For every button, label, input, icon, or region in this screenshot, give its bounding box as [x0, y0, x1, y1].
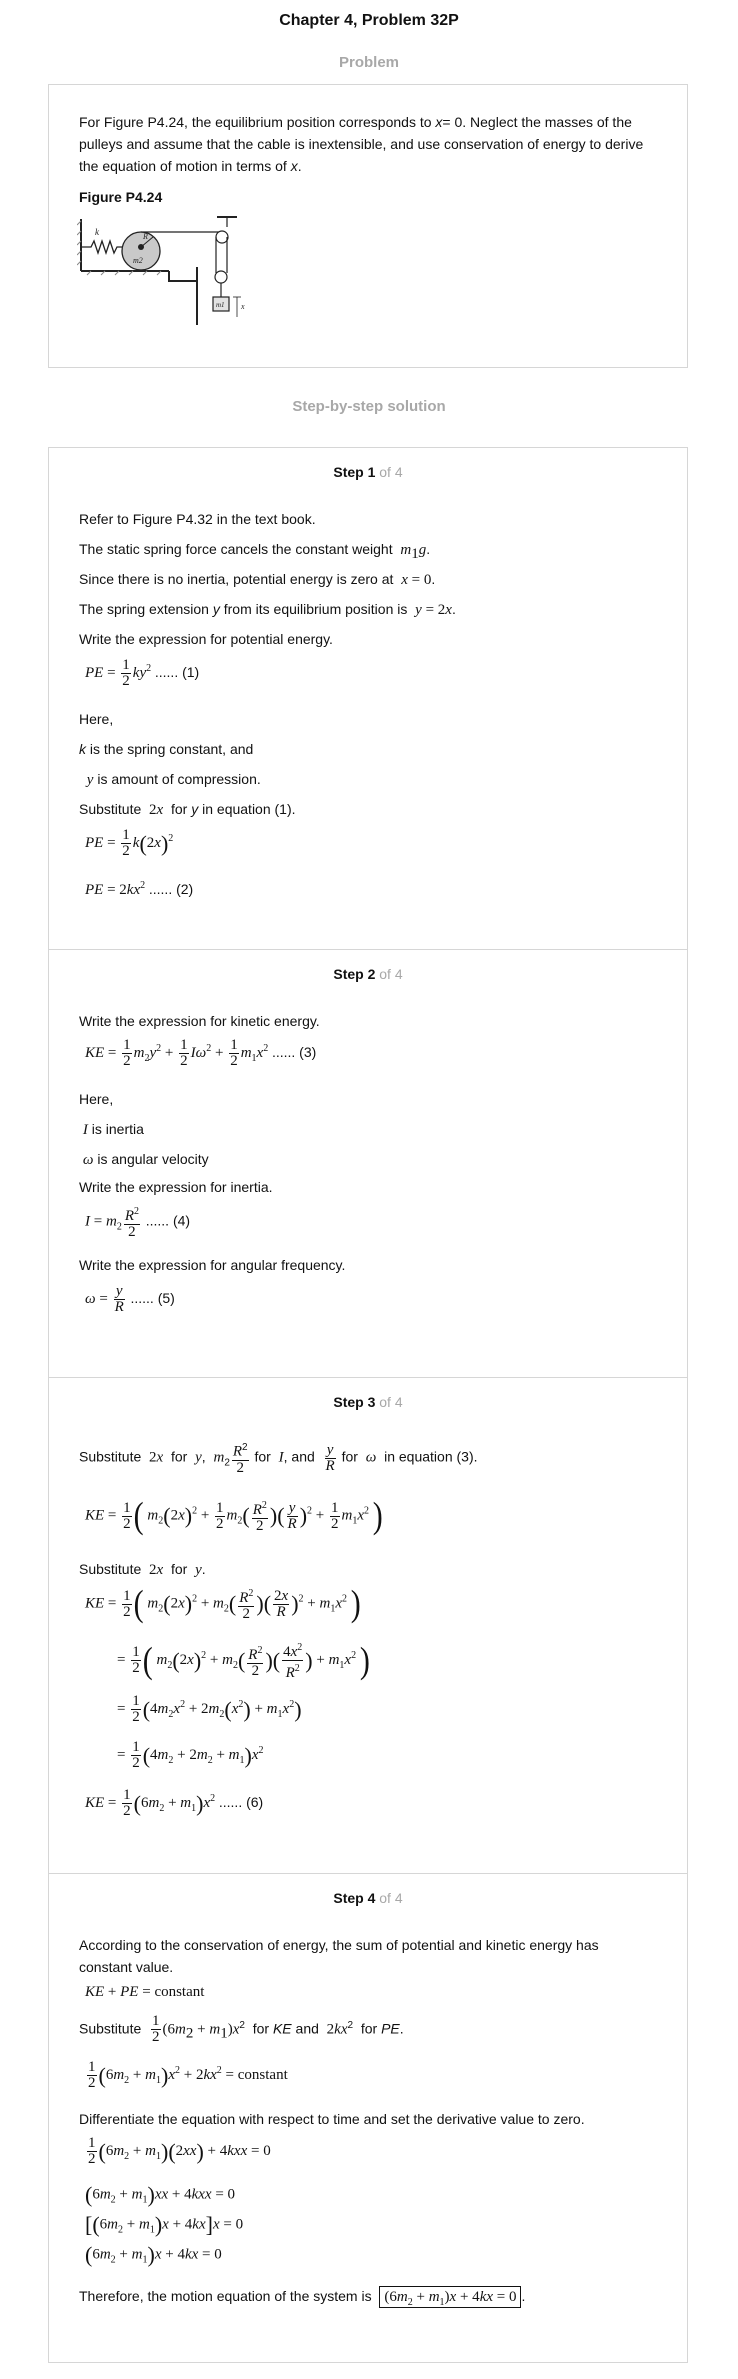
- equation-6: KE = $\frac{1}{2}$ $(6m_2 + m_1)x^2$ ...... (6): [85, 1787, 264, 1819]
- spring-pulley-diagram: [77, 213, 257, 328]
- step-3: [48, 1377, 688, 1873]
- step-1: [48, 447, 688, 949]
- step-2-heading: Step 2 of 4: [333, 966, 403, 982]
- equation-ke-line4: = $\frac{1}{2}$ $(4m_2 + 2m_2 + m_1)x^2$: [117, 1739, 264, 1771]
- step-1-text: Write the expression for potential energy.: [79, 631, 333, 647]
- equation-3: KE = $\frac{1}{2}$ $m_2y^2$ + $\frac{1}{2}$ $I\omega^2$ + $\frac{1}{2}$ $m_1x^2$ ...... (3): [85, 1037, 317, 1069]
- problem-heading: Problem: [338, 54, 399, 71]
- step-4-text: Substitute $\frac{1}{2}$ $(6m_2 + m_1)x^2$ for KE and $2kx^2$ for PE.: [79, 2013, 404, 2046]
- svg-text:m1: m1: [216, 301, 225, 309]
- step-4: [48, 1873, 688, 2363]
- equation-4: $I = m_2$ $\frac{R^2}{2}$ ...... (4): [85, 1206, 191, 1240]
- svg-text:R: R: [143, 232, 148, 241]
- step-4-text: constant value.: [79, 1959, 174, 1975]
- step-2-text: Here,: [79, 1091, 114, 1107]
- equation-ke-line2: = $\frac{1}{2}$ ( $m_2(2x)^2 + m_2$( $\frac{R^2}{2}$ )( $\frac{4x^2}{R^2}$ ) + $m_1x^2$ ): [117, 1639, 370, 1681]
- step-3-text: Substitute 2x for y.: [79, 1561, 206, 1578]
- equation-derivative-1: $\frac{1}{2}$ $(6m_2 + m_1)(2xx) + 4kxx = 0$: [88, 2135, 271, 2167]
- equation-1: PE = $\frac{1}{2}$ $ky^2$ ...... (1): [85, 657, 200, 689]
- final-answer: $(6m_2 + m_1)x + 4kx = 0$: [379, 2286, 521, 2308]
- problem-box: [48, 84, 688, 368]
- step-1-text: k is the spring constant, and: [79, 741, 254, 757]
- equation-ke-substituted: KE = $\frac{1}{2}$ ( $m_2(2x)^2$ + $\frac{1}{2}$ $m_2$( $\frac{R^2}{2}$ )( $\frac{y}{R}$ )$^2$ + $\frac{1}{2}$ $m_1x^2$ ): [85, 1494, 383, 1536]
- solution-heading: Step-by-step solution: [292, 398, 446, 415]
- step-2-text: Write the expression for angular frequency.: [79, 1257, 346, 1273]
- step-1-heading: Step 1 of 4: [333, 464, 403, 480]
- step-4-text: According to the conservation of energy, the sum of potential and kinetic energy has: [79, 1937, 599, 1953]
- step-2-text: ω is angular velocity: [82, 1151, 209, 1168]
- step-1-text: y is amount of compression.: [86, 771, 261, 788]
- step-1-text: Here,: [79, 711, 114, 727]
- step-1-text: Since there is no inertia, potential energy is zero at x = 0.: [79, 571, 436, 588]
- equation-2: PE = $2kx^2$ ...... (2): [85, 880, 194, 898]
- step-1-text: The spring extension y from its equilibrium position is y = 2x.: [79, 601, 456, 618]
- step-2-text: Write the expression for inertia.: [79, 1179, 273, 1195]
- equation-energy-substituted: $\frac{1}{2}$ $(6m_2 + m_1)x^2 + 2kx^2$ = constant: [88, 2059, 288, 2091]
- equation-substituted: PE = $\frac{1}{2}$ $k(2x)^2$: [85, 827, 174, 859]
- step-4-heading: Step 4 of 4: [333, 1890, 403, 1906]
- svg-text:x: x: [241, 302, 245, 311]
- step-2-text: I is inertia: [82, 1121, 144, 1138]
- step-3-text: Substitute 2x for y, $m_2$ $\frac{R^2}{2}$ for I, and $\frac{y}{R}$ for ω in equation (3).: [79, 1441, 478, 1476]
- equation-derivative-3: $[(6m_2 + m_1)x + 4kx]x = 0$: [85, 2212, 244, 2237]
- step-1-text: Substitute 2x for y in equation (1).: [79, 801, 296, 818]
- equation-ke-line3: = $\frac{1}{2}$ $(4m_2x^2 + 2m_2(x^2) + m_1x^2)$: [117, 1693, 302, 1725]
- page-title: Chapter 4, Problem 32P: [279, 12, 459, 29]
- step-1-text: Refer to Figure P4.32 in the text book.: [79, 511, 316, 527]
- step-3-heading: Step 3 of 4: [333, 1394, 403, 1410]
- equation-5: ω = $\frac{y}{R}$ ...... (5): [85, 1283, 175, 1315]
- equation-ke-line1: KE = $\frac{1}{2}$ ( $m_2(2x)^2 + m_2$( $\frac{R^2}{2}$ )( $\frac{2x}{R}$ )$^2 + m_1x^2$ ): [85, 1582, 361, 1624]
- equation-energy-sum: KE + PE = constant: [85, 1984, 205, 2000]
- step-1-text: The static spring force cancels the constant weight $m_1g$.: [79, 541, 431, 562]
- equation-derivative-4: $(6m_2 + m_1)x + 4kx = 0$: [85, 2242, 222, 2267]
- figure-p4-24: [77, 213, 257, 331]
- step-4-text: Differentiate the equation with respect to time and set the derivative value to zero.: [79, 2111, 585, 2127]
- step-2: [48, 949, 688, 1377]
- equation-derivative-2: $(6m_2 + m_1)xx + 4kxx = 0$: [85, 2182, 236, 2207]
- spring-k-label: k: [95, 227, 99, 237]
- step-2-text: Write the expression for kinetic energy.: [79, 1013, 320, 1029]
- figure-label: Figure P4.24: [79, 189, 163, 205]
- problem-statement: For Figure P4.24, the equilibrium position corresponds to x= 0. Neglect the masses of the pulleys and assume that the cable is inextensible, and use conservation of energy to derive the equation of motion in terms of x.: [79, 114, 644, 174]
- step-4-conclusion: Therefore, the motion equation of the system is $(6m_2 + m_1)x + 4kx = 0$ .: [79, 2288, 526, 2308]
- svg-text:m2: m2: [133, 256, 143, 265]
